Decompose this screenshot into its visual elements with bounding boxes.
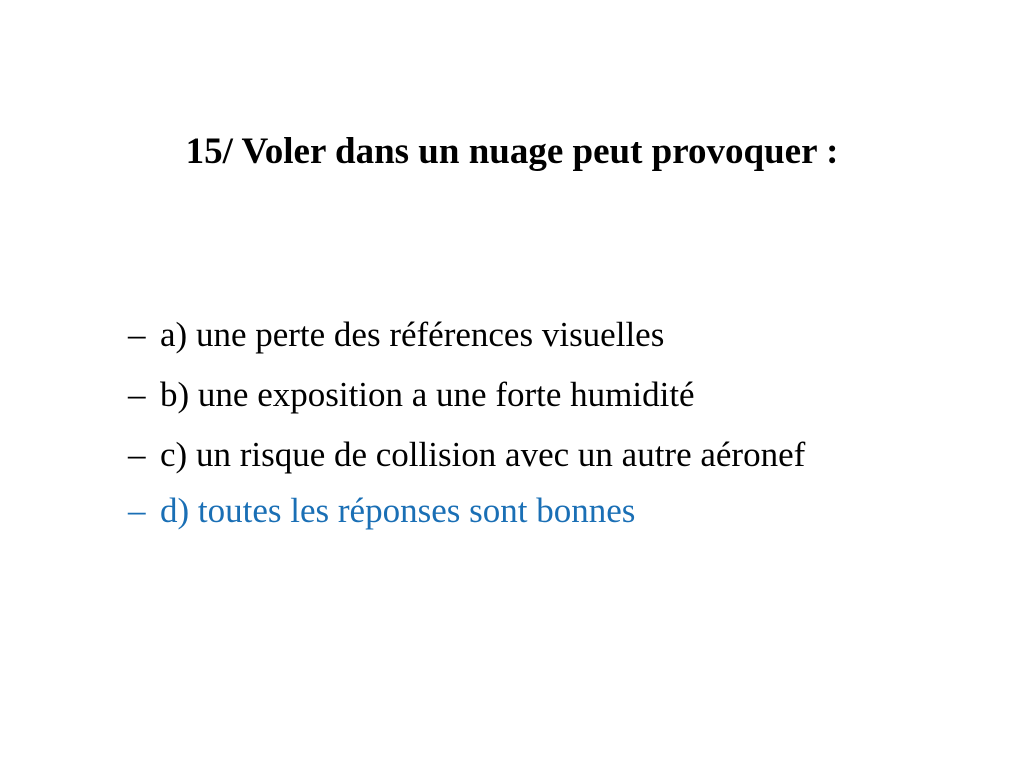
slide-title: 15/ Voler dans un nuage peut provoquer : [185,131,839,172]
bullet-dash: – [128,375,146,414]
answer-options [128,314,848,550]
option-c [128,434,848,476]
option-a-text: a) une perte des références visuelles [160,315,665,354]
option-d [128,490,848,532]
option-b [128,374,848,416]
option-d-text: d) toutes les réponses sont bonnes [160,491,636,530]
option-a [128,314,848,356]
option-c-text: c) un risque de collision avec un autre aéronef [160,435,806,474]
option-b-text: b) une exposition a une forte humidité [160,375,695,414]
bullet-dash: – [128,491,146,530]
bullet-dash: – [128,315,146,354]
bullet-dash: – [128,435,146,474]
